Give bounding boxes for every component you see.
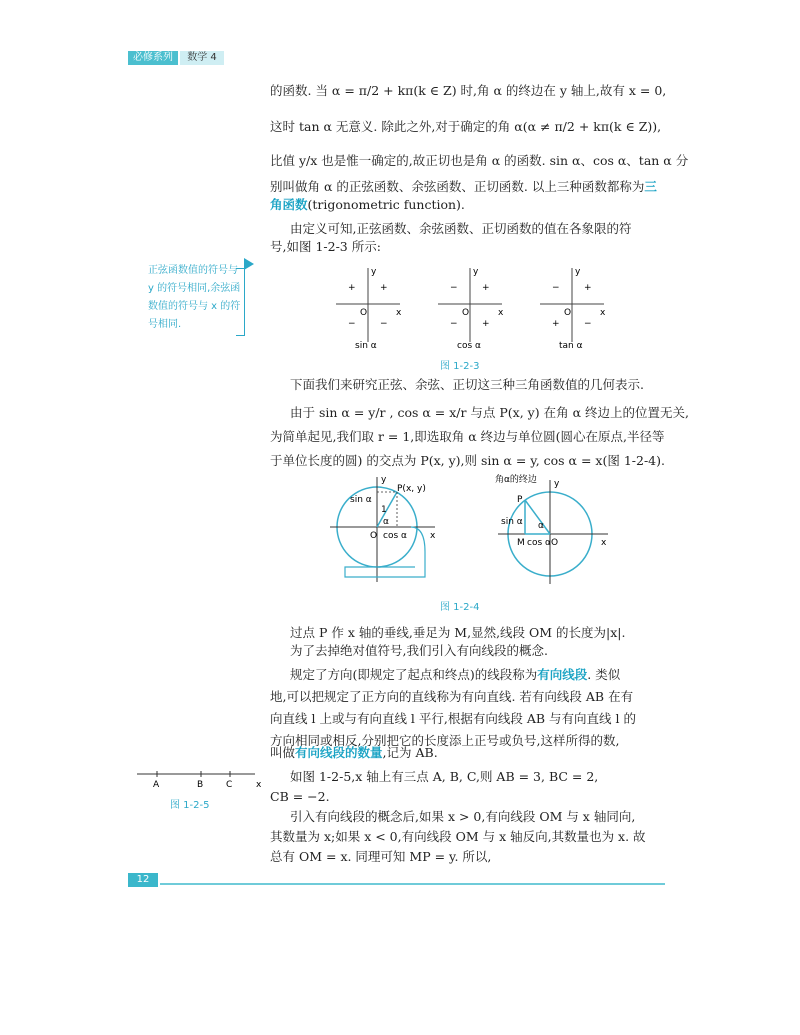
body-line-2: 这时 tan α 无意义. 除此之外,对于确定的角 α(α ≠ π/2 + kπ(k ∈ Z)), [270, 119, 662, 134]
fig124r-y: y [554, 479, 560, 489]
cos-q1: + [482, 283, 490, 293]
fig124l-sin: sin α [350, 495, 372, 505]
tan-quadrant-plot [540, 267, 606, 351]
sin-q4: − [380, 319, 388, 329]
fig124l-y: y [381, 475, 387, 485]
fig125-c: C [226, 780, 233, 790]
side-note-bracket [236, 268, 245, 336]
para2-line-2: 号,如图 1-2-3 所示: [270, 239, 381, 254]
para6-line-2: 地,可以把规定了正方向的直线称为有向直线. 若有向线段 AB 在有 [270, 689, 634, 704]
figure-1-2-4 [325, 472, 625, 592]
fig124r-alpha: α [538, 521, 544, 531]
fig124r-x: x [601, 538, 607, 548]
sin-q3: − [348, 319, 356, 329]
para6-line-4: 方向相同或相反,分别把它的长度添上正号或负号,这样所得的数, [270, 733, 620, 748]
figure-1-2-5 [135, 768, 265, 790]
tan-axis-x: x [600, 308, 606, 318]
fig125-a: A [153, 780, 160, 790]
para6-line-1 [290, 666, 690, 684]
fig124l-x: x [430, 531, 436, 541]
side-note-arrow-icon [244, 258, 254, 270]
cos-axis-y: y [473, 267, 479, 277]
body-line-1: 的函数. 当 α = π/2 + kπ(k ∈ Z) 时,角 α 的终边在 y 轴上,故有 x = 0, [270, 83, 667, 98]
sin-label: sin α [355, 341, 377, 351]
fig124r-cos: cos α [527, 538, 551, 548]
fig124r-m: M [517, 538, 525, 548]
cos-label: cos α [457, 341, 481, 351]
para2-line-1: 由定义可知,正弦函数、余弦函数、正切函数的值在各象限的符 [290, 221, 632, 236]
term-trig-b: 角函数 [270, 197, 308, 212]
body-line-4-text: 别叫做角 α 的正弦函数、余弦函数、正切函数. 以上三种函数都称为 [270, 179, 645, 194]
para4-line-2: 为简单起见,我们取 r = 1,即选取角 α 终边与单位圆(圆心在原点,半径等 [270, 429, 665, 444]
cos-quadrant-plot [438, 267, 504, 351]
term-segment-quantity: 有向线段的数量 [295, 745, 383, 760]
sin-origin: O [360, 308, 368, 318]
fig125-x: x [256, 780, 262, 790]
fig123-caption: 图 1-2-3 [440, 361, 480, 372]
tan-origin: O [564, 308, 572, 318]
fig124l-one: 1 [381, 505, 387, 515]
tan-q2: − [552, 283, 560, 293]
series-tag: 必修系列 [128, 51, 178, 65]
para7-line-2: CB = −2. [270, 789, 330, 804]
cos-origin: O [462, 308, 470, 318]
tan-q1: + [584, 283, 592, 293]
fig124r-origin: O [551, 538, 559, 548]
cos-q4: + [482, 319, 490, 329]
tan-q3: + [552, 319, 560, 329]
fig124r-sin: sin α [501, 517, 523, 527]
para4-line-1: 由于 sin α = y/r , cos α = x/r 与点 P(x, y) 在角 α 终边上的位置无关, [290, 405, 689, 420]
para5-line-1: 过点 P 作 x 轴的垂线,垂足为 M,显然,线段 OM 的长度为|x|. [290, 625, 626, 640]
page-number: 12 [128, 873, 158, 887]
book-title: 数学 4 [180, 51, 224, 65]
sin-q1: + [380, 283, 388, 293]
para6-end-b: ,记为 AB. [382, 745, 438, 760]
fig124l-point: P(x, y) [397, 484, 426, 494]
tan-q4: − [584, 319, 592, 329]
fig125-caption: 图 1-2-5 [170, 800, 210, 811]
side-note: 正弦函数值的符号与 y 的符号相同,余弦函数值的符号与 x 的符号相同. [148, 265, 241, 330]
fig124l-alpha: α [383, 517, 389, 527]
para8-line-3: 总有 OM = x. 同理可知 MP = y. 所以, [270, 849, 492, 864]
para6-similar: . 类似 [587, 667, 621, 682]
fig124-right [495, 473, 608, 584]
para4-line-3: 于单位长度的圆) 的交点为 P(x, y),则 sin α = y, cos α = x(图 1-2-4). [270, 453, 665, 468]
footer-rule [160, 883, 665, 885]
figure-1-2-3 [330, 262, 630, 354]
sin-q2: + [348, 283, 356, 293]
trig-english: (trigonometric function). [307, 197, 465, 212]
fig124r-point: P [517, 495, 523, 505]
cos-q2: − [450, 283, 458, 293]
para6-end-a: 叫做 [270, 745, 296, 760]
fig124-caption: 图 1-2-4 [440, 602, 480, 613]
para3: 下面我们来研究正弦、余弦、正切这三种三角函数值的几何表示. [290, 377, 644, 392]
fig125-b: B [197, 780, 204, 790]
fig124r-title: 角α的终边 [495, 475, 537, 485]
tan-label: tan α [559, 341, 583, 351]
para6-start: 规定了方向(即规定了起点和终点)的线段称为 [290, 667, 538, 682]
fig124-left [330, 475, 436, 582]
term-directed-segment: 有向线段 [537, 667, 588, 682]
body-line-4 [270, 178, 670, 196]
body-line-3: 比值 y/x 也是惟一确定的,故正切也是角 α 的函数. sin α、cos α、tan α 分 [270, 153, 689, 168]
cos-axis-x: x [498, 308, 504, 318]
para6-line-5 [270, 744, 670, 762]
para8-line-2: 其数量为 x;如果 x < 0,有向线段 OM 与 x 轴反向,其数量也为 x. 故 [270, 829, 646, 844]
term-trig-a: 三 [644, 179, 657, 194]
cos-q3: − [450, 319, 458, 329]
body-line-5 [270, 196, 670, 214]
fig124l-cos: cos α [383, 531, 407, 541]
tan-axis-y: y [575, 267, 581, 277]
para5-line-2: 为了去掉绝对值符号,我们引入有向线段的概念. [290, 643, 548, 658]
sin-axis-y: y [371, 267, 377, 277]
para8-line-1: 引入有向线段的概念后,如果 x > 0,有向线段 OM 与 x 轴同向, [290, 809, 636, 824]
para7-line-1: 如图 1-2-5,x 轴上有三点 A, B, C,则 AB = 3, BC = 2, [290, 769, 599, 784]
para6-line-3: 向直线 l 上或与有向直线 l 平行,根据有向线段 AB 与有向直线 l 的 [270, 711, 636, 726]
sin-axis-x: x [396, 308, 402, 318]
fig124l-origin: O [370, 531, 378, 541]
sin-quadrant-plot [336, 267, 402, 351]
